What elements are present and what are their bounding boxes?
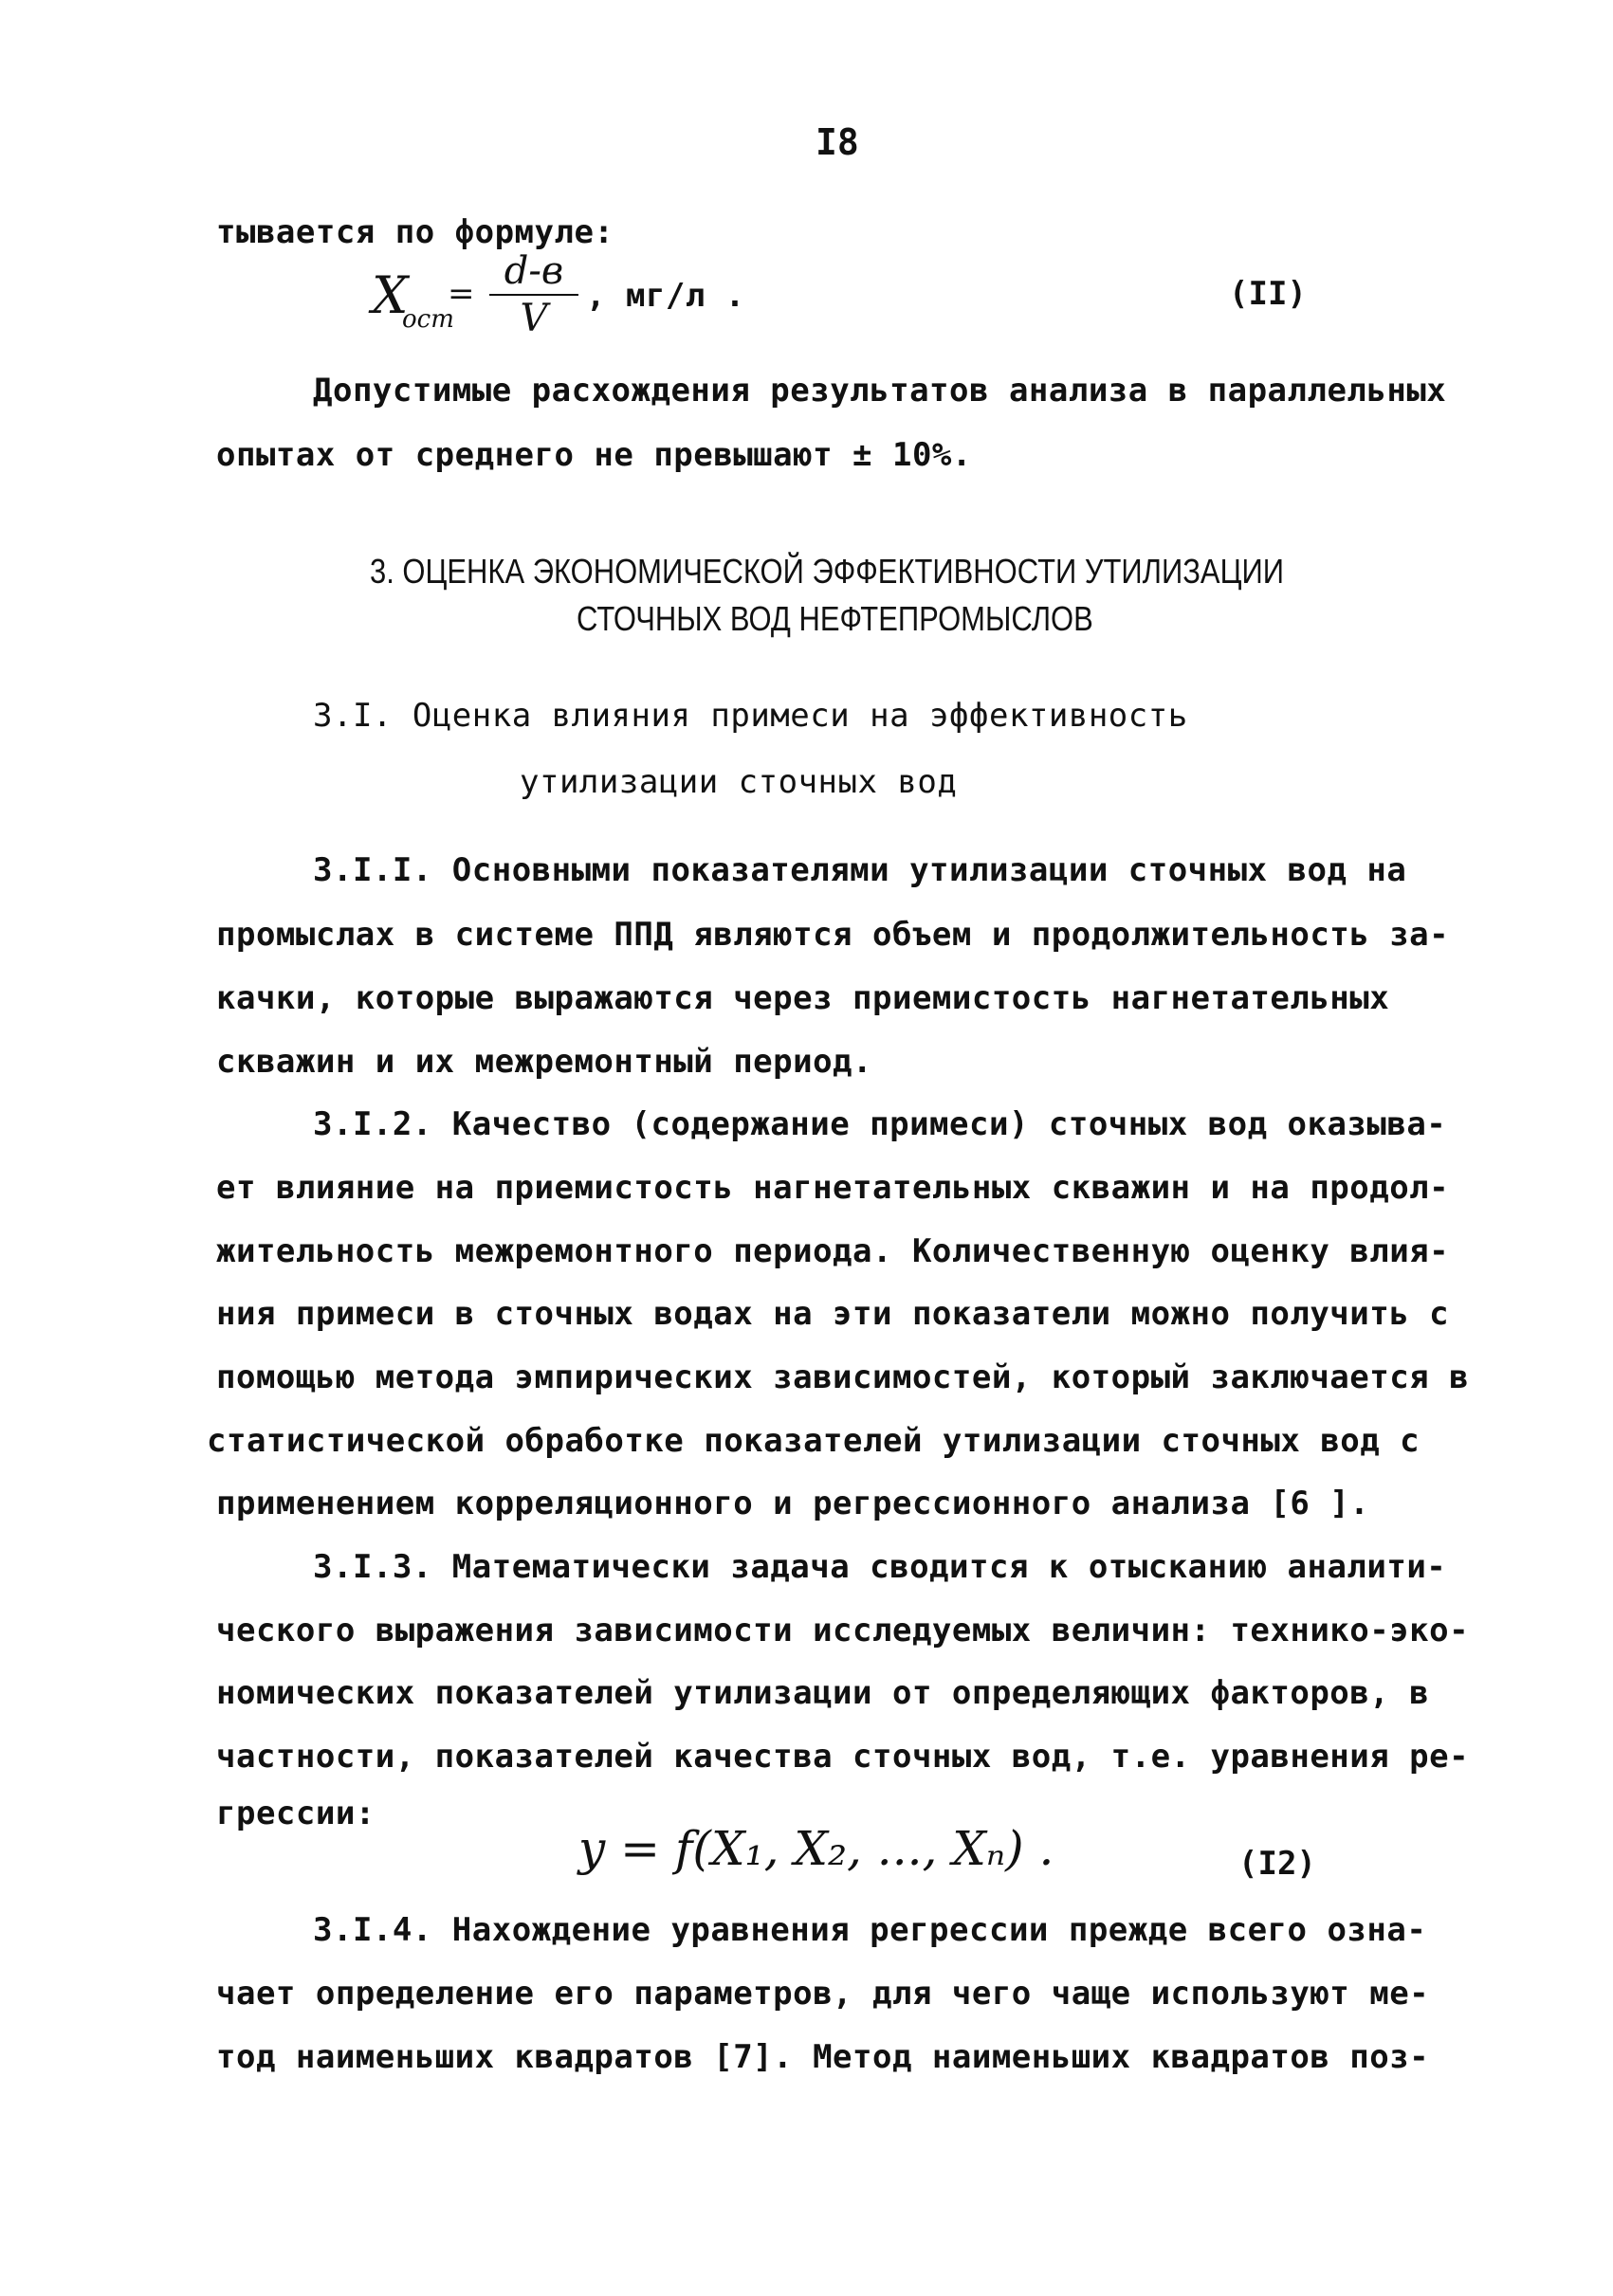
formula-11-units: , мг/л .: [586, 277, 745, 315]
section-heading-line-1: 3. ОЦЕНКА ЭКОНОМИЧЕСКОЙ ЭФФЕКТИВНОСТИ УТИЛИЗАЦИИ: [370, 552, 1284, 591]
formula-11-lhs-sub: ост: [402, 305, 454, 334]
subsection-heading-line-2: утилизации сточных вод: [520, 763, 958, 801]
formula-11-numerator: d-в: [504, 249, 564, 293]
paragraph-311-line-4: скважин и их межремонтный период.: [216, 1043, 873, 1081]
paragraph-312-line-3: жительность межремонтного периода. Количественную оценку влия-: [216, 1232, 1450, 1270]
paragraph-311-line-1: 3.I.I. Основными показателями утилизации сточных вод на: [313, 851, 1407, 889]
paragraph-312-line-2: ет влияние на приемистость нагнетательных скважин и на продол-: [216, 1169, 1450, 1207]
tolerance-line-1: Допустимые расхождения результатов анализа в параллельных: [313, 372, 1447, 410]
intro-line: тывается по формуле:: [216, 213, 614, 251]
paragraph-311-line-3: качки, которые выражаются через приемистость нагнетательных: [216, 979, 1390, 1017]
paragraph-312-line-7: применением корреляционного и регрессионного анализа [6 ].: [216, 1485, 1370, 1522]
formula-11-fraction: [489, 250, 578, 339]
paragraph-313-line-3: номических показателей утилизации от определяющих факторов, в: [216, 1674, 1430, 1712]
paragraph-313-line-2: ческого выражения зависимости исследуемых величин: технико-эко-: [216, 1612, 1470, 1649]
formula-12-number: (I2): [1238, 1845, 1316, 1883]
paragraph-314-line-3: тод наименьших квадратов [7]. Метод наименьших квадратов поз-: [216, 2038, 1430, 2076]
page-number: I8: [816, 121, 859, 163]
section-heading-line-2: СТОЧНЫХ ВОД НЕФТЕПРОМЫСЛОВ: [577, 599, 1093, 638]
paragraph-312-line-5: помощью метода эмпирических зависимостей, который заключается в: [216, 1358, 1470, 1396]
subsection-heading-line-1: 3.I. Оценка влияния примеси на эффективность: [313, 697, 1188, 735]
paragraph-314-line-2: чает определение его параметров, для чего чаще используют ме-: [216, 1975, 1430, 2013]
formula-11-number: (II): [1229, 275, 1307, 313]
tolerance-line-2: опытах от среднего не превышают ± 10%.: [216, 436, 972, 474]
paragraph-314-line-1: 3.I.4. Нахождение уравнения регрессии прежде всего озна-: [313, 1911, 1427, 1949]
paragraph-313-line-5: грессии:: [216, 1795, 376, 1832]
formula-11-fraction-bar: [489, 294, 578, 296]
formula-11-lhs-var: X: [372, 265, 409, 325]
formula-12-expression: y = f(X₁, X₂, ..., Xₙ) .: [578, 1821, 1054, 1876]
formula-11-denominator: V: [520, 297, 548, 340]
paragraph-312-line-4: ния примеси в сточных водах на эти показатели можно получить с: [216, 1295, 1450, 1333]
paragraph-313-line-1: 3.I.3. Математически задача сводится к отысканию аналити-: [313, 1548, 1447, 1586]
paragraph-312-line-1: 3.I.2. Качество (содержание примеси) сточных вод оказыва-: [313, 1105, 1447, 1143]
paragraph-311-line-2: промыслах в системе ППД являются объем и продолжительность за-: [216, 916, 1450, 954]
paragraph-312-line-6: статистической обработке показателей утилизации сточных вод с: [207, 1422, 1421, 1460]
paragraph-313-line-4: частности, показателей качества сточных вод, т.е. уравнения ре-: [216, 1738, 1470, 1776]
formula-11-equals: =: [448, 275, 475, 313]
